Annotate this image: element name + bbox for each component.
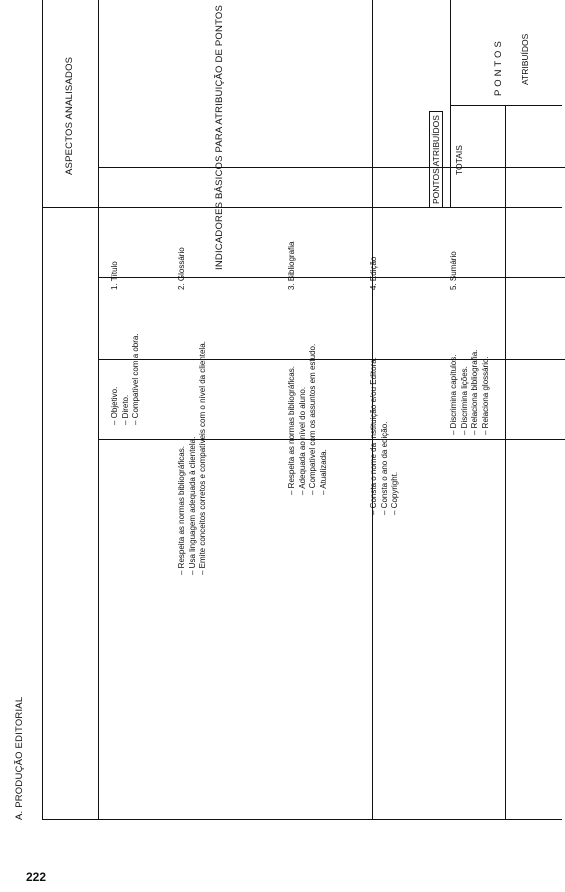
indicator-item: – Usa linguagem adequada à clientela. (187, 436, 197, 575)
col-header-assigned: ATRIBUÍDOS (520, 33, 530, 85)
page-number: 222 (26, 870, 47, 884)
indicator-item: – Objetivo. (110, 386, 119, 425)
indicator-item: – Discrimina lições. (459, 366, 469, 435)
col-header-aspects: ASPECTOS ANALISADOS (64, 56, 75, 175)
indicator-item: – Respeita as normas bibliográficas. (287, 366, 296, 495)
row-separator-3 (98, 359, 565, 360)
indicators-3 (287, 344, 329, 495)
points-box-label: PONTOS ATRIBUÍDOS (429, 111, 443, 208)
indicators-4 (369, 357, 401, 515)
row-separator-4 (98, 439, 565, 440)
indicator-item: – Relaciona bibliografia. (470, 349, 479, 435)
indicator-item: – Compatível com a obra. (131, 333, 140, 425)
indicator-item: – Atualizada. (318, 449, 328, 495)
indicator-item: – Consta o nome da Instituição e/ou Editora. (369, 357, 378, 515)
aspect-3: 3. Bibliografia (287, 241, 296, 290)
row-separator-2 (98, 277, 565, 278)
aspect-5: 5. Sumário (449, 251, 458, 290)
indicator-item: – Direto. (120, 394, 130, 425)
indicator-item: – Consta o ano da edição. (379, 421, 389, 515)
indicator-item: – Emite conceitos corretos e compatíveis com o nível da clientela. (198, 341, 207, 575)
indicator-item: – Compatível com os assuntos em estudo. (308, 343, 317, 495)
totals-column-divider (505, 106, 506, 820)
points-subheader-divider (450, 105, 562, 106)
points-column-divider (450, 0, 451, 208)
indicator-item: – Relaciona glossário. (480, 356, 490, 435)
row-separator-1 (98, 167, 565, 168)
indicators-1 (110, 333, 142, 425)
section-title: A. PRODUÇÃO EDITORIAL (14, 696, 25, 820)
header-row-divider (42, 207, 562, 208)
col-header-indicators: INDICADORES BÁSICOS PARA ATRIBUIÇÃO DE PONTOS (214, 4, 225, 270)
col-header-points: P O N T O S (493, 41, 504, 96)
aspects-column-divider (98, 0, 99, 820)
aspect-2: 2. Glossário (177, 247, 186, 290)
col-header-totals: TOTAIS (454, 145, 464, 175)
aspect-4: 4. Edição (369, 256, 378, 290)
table-border-left (42, 0, 43, 820)
table-border-bottom (42, 819, 562, 820)
aspect-1: 1. Título (110, 261, 119, 290)
indicator-item: – Copyright. (390, 471, 399, 515)
indicators-2 (177, 341, 209, 575)
indicators-5 (449, 350, 491, 435)
indicator-item: – Discrimina capítulos. (449, 354, 458, 435)
indicator-item: – Adequada ao nível do aluno. (297, 386, 307, 495)
indicator-item: – Respeita as normas bibliográficas. (177, 446, 186, 575)
